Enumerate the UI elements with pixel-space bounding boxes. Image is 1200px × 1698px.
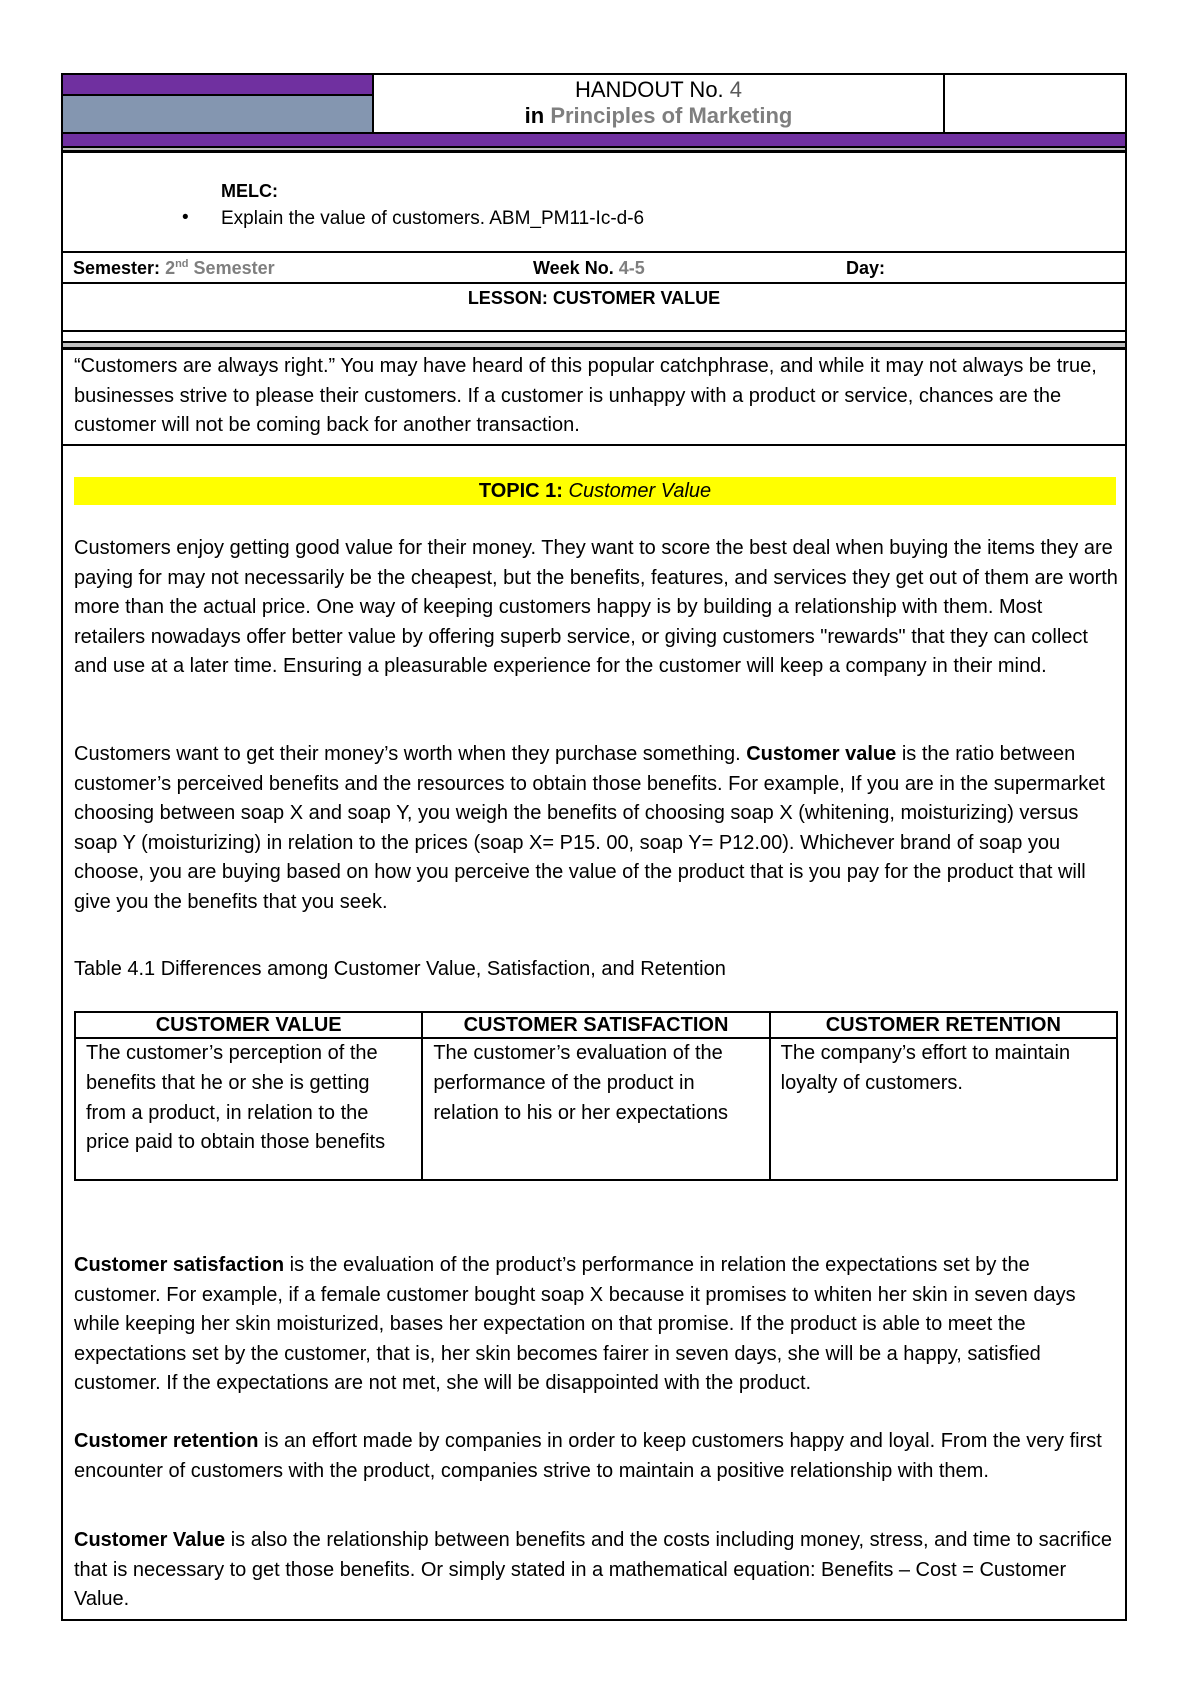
divider-rule (63, 146, 1125, 153)
lesson-title: LESSON: CUSTOMER VALUE (467, 288, 721, 308)
bullet-icon: • (182, 207, 189, 228)
paragraph-2-before: Customers want to get their money’s worth when they purchase something. (74, 743, 741, 765)
paragraph-5-after: is also the relationship between benefits and the costs including money, stress, and time to sacrifice that is necessary to get those benefits. Or simply stated in a mathematical equation: Benefits – Cost = Customer Value. (74, 1529, 1112, 1610)
paragraph-3-after: is the evaluation of the product’s performance in relation the expectations set by the customer. For example, if a female customer bought soap X because it promises to whiten her skin in seven days while keeping her skin moisturized, bases her expectation on that promise. If the product is able to meet the expectations set by the customer, that is, her skin becomes fairer in seven days, she will be a happy, satisfied customer. If the expectations are not met, she will be disappointed with the product. (74, 1254, 1076, 1394)
table-cell-value: The customer’s perception of the benefits that he or she is getting from a product, in relation to the price paid to obtain those benefits (75, 1038, 422, 1180)
semester-value-num: 2 (165, 258, 176, 278)
header-purple-bar (63, 75, 372, 96)
divider-rule-2 (63, 341, 1125, 350)
semester-value-sup: nd (175, 258, 189, 270)
topic-label: TOPIC 1: (478, 480, 563, 502)
week-value: 4-5 (618, 258, 645, 278)
melc-label: MELC: (221, 181, 278, 201)
paragraph-4-after: is an effort made by companies in order to keep customers happy and loyal. From the very first encounter of customers with the product, companies strive to maintain a positive relationship with them. (74, 1430, 1102, 1482)
paragraph-5 (74, 1526, 1118, 1615)
header-title-cell (374, 75, 945, 132)
table-header-value: CUSTOMER VALUE (75, 1012, 422, 1038)
table-header-retention: CUSTOMER RETENTION (770, 1012, 1117, 1038)
melc-item: Explain the value of customers. ABM_PM11-Ic-d-6 (221, 208, 645, 229)
handout-number: 4 (729, 77, 743, 102)
paragraph-4 (74, 1427, 1118, 1486)
term-customer-retention: Customer retention (74, 1430, 259, 1452)
subtitle-in: in (524, 103, 545, 128)
table-header-row (75, 1012, 1117, 1038)
term-customer-satisfaction: Customer satisfaction (74, 1254, 285, 1276)
table-cell-retention: The company’s effort to maintain loyalty of customers. (770, 1038, 1117, 1180)
intro-paragraph: “Customers are always right.” You may have heard of this popular catchphrase, and while it may not always be true, businesses strive to please their customers. If a customer is unhappy with a product or service, chances are the customer will not be coming back for another transaction. (74, 355, 1097, 436)
semester-label: Semester: (73, 258, 161, 278)
handout-title-prefix: HANDOUT No. (574, 77, 724, 102)
handout-sheet (61, 73, 1127, 1621)
paragraph-2-after: is the ratio between customer’s perceived benefits and the resources to obtain those benefits. For example, If you are in the supermarket choosing between soap X and soap Y, you weigh the benefits of choosing soap X (whitening, moisturizing) versus soap Y (moisturizing) in relation to the prices (soap X= P15. 00, soap Y= P12.00). Whichever brand of soap you choose, you are buying based on how you perceive the value of the product that is you pay for the product that will give you the benefits that you seek. (74, 743, 1105, 913)
table-row (75, 1038, 1117, 1180)
paragraph-2 (74, 740, 1118, 917)
table-caption: Table 4.1 Differences among Customer Value, Satisfaction, and Retention (74, 958, 726, 980)
semester-value-text: Semester (193, 258, 275, 278)
lesson-row (63, 284, 1125, 332)
comparison-table (74, 1011, 1118, 1181)
topic-heading (74, 477, 1116, 505)
header-slate-bar (63, 96, 372, 132)
melc-section (63, 157, 1125, 253)
semester-field (73, 258, 275, 279)
handout-title (374, 75, 943, 103)
table-cell-satisfaction: The customer’s evaluation of the performance of the product in relation to his or her expectations (422, 1038, 769, 1180)
term-customer-value-2: Customer Value (74, 1529, 226, 1551)
intro-section (63, 350, 1125, 446)
handout-subtitle (374, 103, 943, 129)
course-name: Principles of Marketing (550, 103, 793, 128)
day-label: Day: (846, 258, 886, 278)
header-color-block (63, 75, 374, 132)
week-label: Week No. (533, 258, 614, 278)
handout-header (63, 75, 1125, 132)
week-field (533, 258, 645, 279)
topic-name: Customer Value (568, 480, 712, 502)
table-header-satisfaction: CUSTOMER SATISFACTION (422, 1012, 769, 1038)
paragraph-1: Customers enjoy getting good value for their money. They want to score the best deal when buying the items they are paying for may not necessarily be the cheapest, but the benefits, features, and services they get out of them are worth more than the actual price. One way of keeping customers happy is by building a relationship with them. Most retailers nowadays offer better value by offering superb service, or giving customers "rewards" that they can collect and use at a later time. Ensuring a pleasurable experience for the customer will keep a company in their mind. (74, 537, 1118, 677)
term-customer-value: Customer value (746, 743, 897, 765)
paragraph-3 (74, 1251, 1118, 1399)
header-purple-band (63, 132, 1125, 146)
semester-row (63, 253, 1125, 284)
